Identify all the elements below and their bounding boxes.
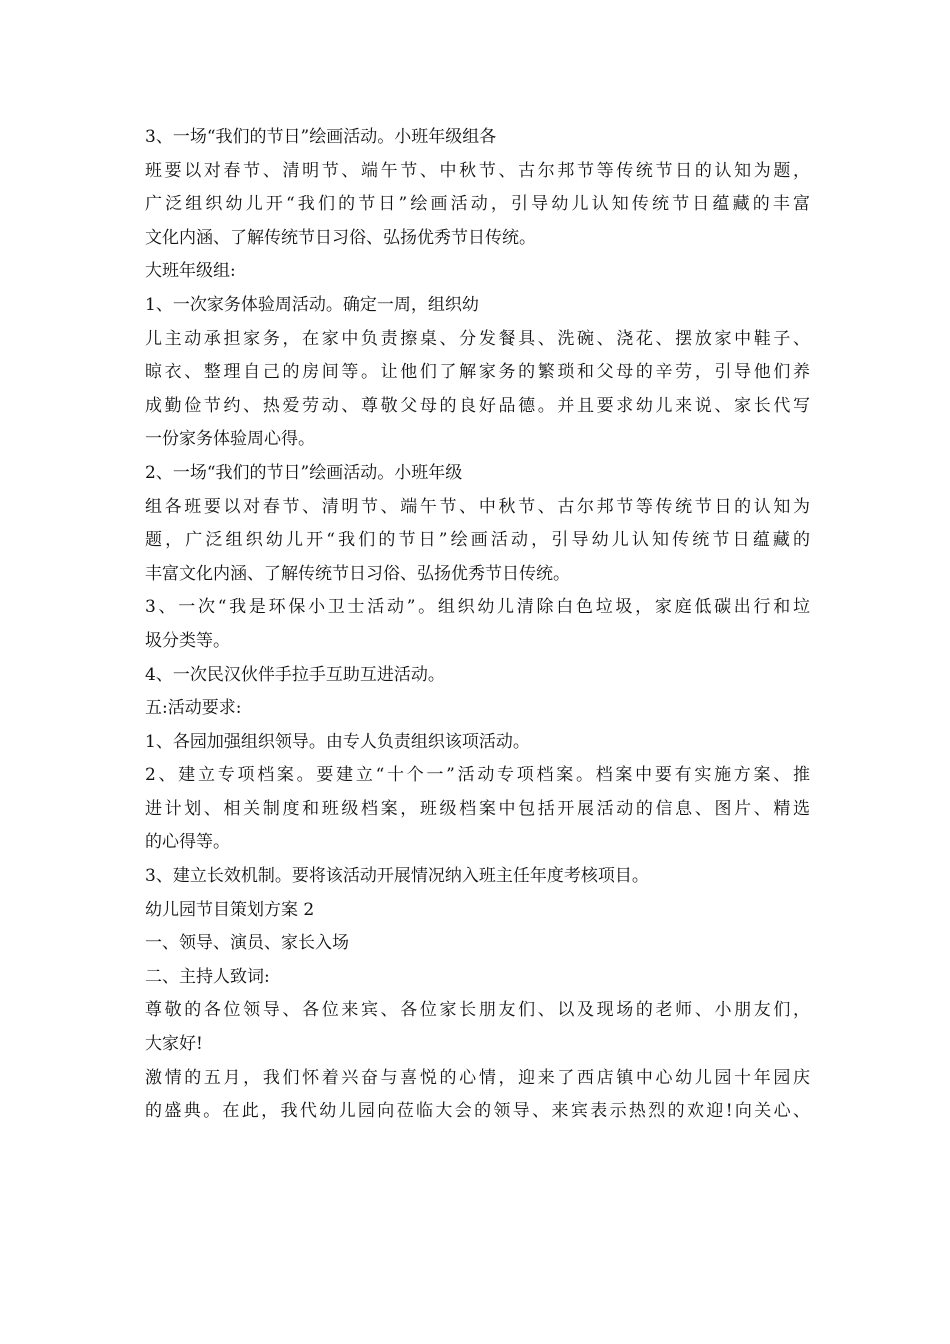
text-line: 成勤俭节约、热爱劳动、尊敬父母的良好品德。并且要求幼儿来说、家长代写 — [145, 395, 810, 416]
text-line: 大家好! — [145, 1034, 203, 1055]
text-line: 尊敬的各位领导、各位来宾、各位家长朋友们、以及现场的老师、小朋友们， — [145, 1000, 810, 1021]
text-line: 1、一次家务体验周活动。确定一周，组织幼 — [145, 294, 479, 315]
text-line: 一、领导、演员、家长入场 — [145, 933, 349, 954]
text-line: 题，广泛组织幼儿开“我们的节日”绘画活动，引导幼儿认知传统节日蕴藏的 — [145, 530, 810, 551]
text-line: 3、一次“我是环保小卫士活动”。组织幼儿清除白色垃圾，家庭低碳出行和垃 — [145, 597, 810, 618]
text-line: 1、各园加强组织领导。由专人负责组织该项活动。 — [145, 731, 530, 752]
text-line: 二、主持人致词: — [145, 966, 270, 987]
text-line: 一份家务体验周心得。 — [145, 429, 315, 450]
text-line: 进计划、相关制度和班级档案，班级档案中包括开展活动的信息、图片、精选 — [145, 798, 810, 819]
text-line: 2、一场“我们的节日”绘画活动。小班年级 — [145, 462, 463, 483]
document-body — [145, 121, 810, 1129]
text-line: 2、建立专项档案。要建立“十个一”活动专项档案。档案中要有实施方案、推 — [145, 765, 810, 786]
text-line: 圾分类等。 — [145, 630, 230, 651]
text-line: 儿主动承担家务，在家中负责擦桌、分发餐具、洗碗、浇花、摆放家中鞋子、 — [145, 328, 810, 349]
text-line: 组各班要以对春节、清明节、端午节、中秋节、古尔邦节等传统节日的认知为 — [145, 496, 810, 517]
text-line: 3、建立长效机制。要将该活动开展情况纳入班主任年度考核项目。 — [145, 866, 649, 887]
text-line: 的心得等。 — [145, 832, 230, 853]
text-line: 文化内涵、了解传统节日习俗、弘扬优秀节日传统。 — [145, 227, 536, 248]
text-line: 晾衣、整理自己的房间等。让他们了解家务的繁琐和父母的辛劳，引导他们养 — [145, 362, 810, 383]
text-line: 幼儿园节目策划方案 2 — [145, 899, 315, 920]
text-line: 4、一次民汉伙伴手拉手互助互进活动。 — [145, 664, 445, 685]
text-line: 广泛组织幼儿开“我们的节日”绘画活动，引导幼儿认知传统节日蕴藏的丰富 — [145, 194, 810, 215]
text-line: 大班年级组: — [145, 261, 236, 282]
text-line: 丰富文化内涵、了解传统节日习俗、弘扬优秀节日传统。 — [145, 563, 570, 584]
text-line: 班要以对春节、清明节、端午节、中秋节、古尔邦节等传统节日的认知为题， — [145, 160, 810, 181]
text-line: 的盛典。在此，我代幼儿园向莅临大会的领导、来宾表示热烈的欢迎!向关心、 — [145, 1101, 810, 1122]
text-line: 五:活动要求: — [145, 698, 242, 719]
text-line: 3、一场“我们的节日”绘画活动。小班年级组各 — [145, 127, 497, 147]
text-line: 激情的五月，我们怀着兴奋与喜悦的心情，迎来了西店镇中心幼儿园十年园庆 — [145, 1067, 810, 1088]
